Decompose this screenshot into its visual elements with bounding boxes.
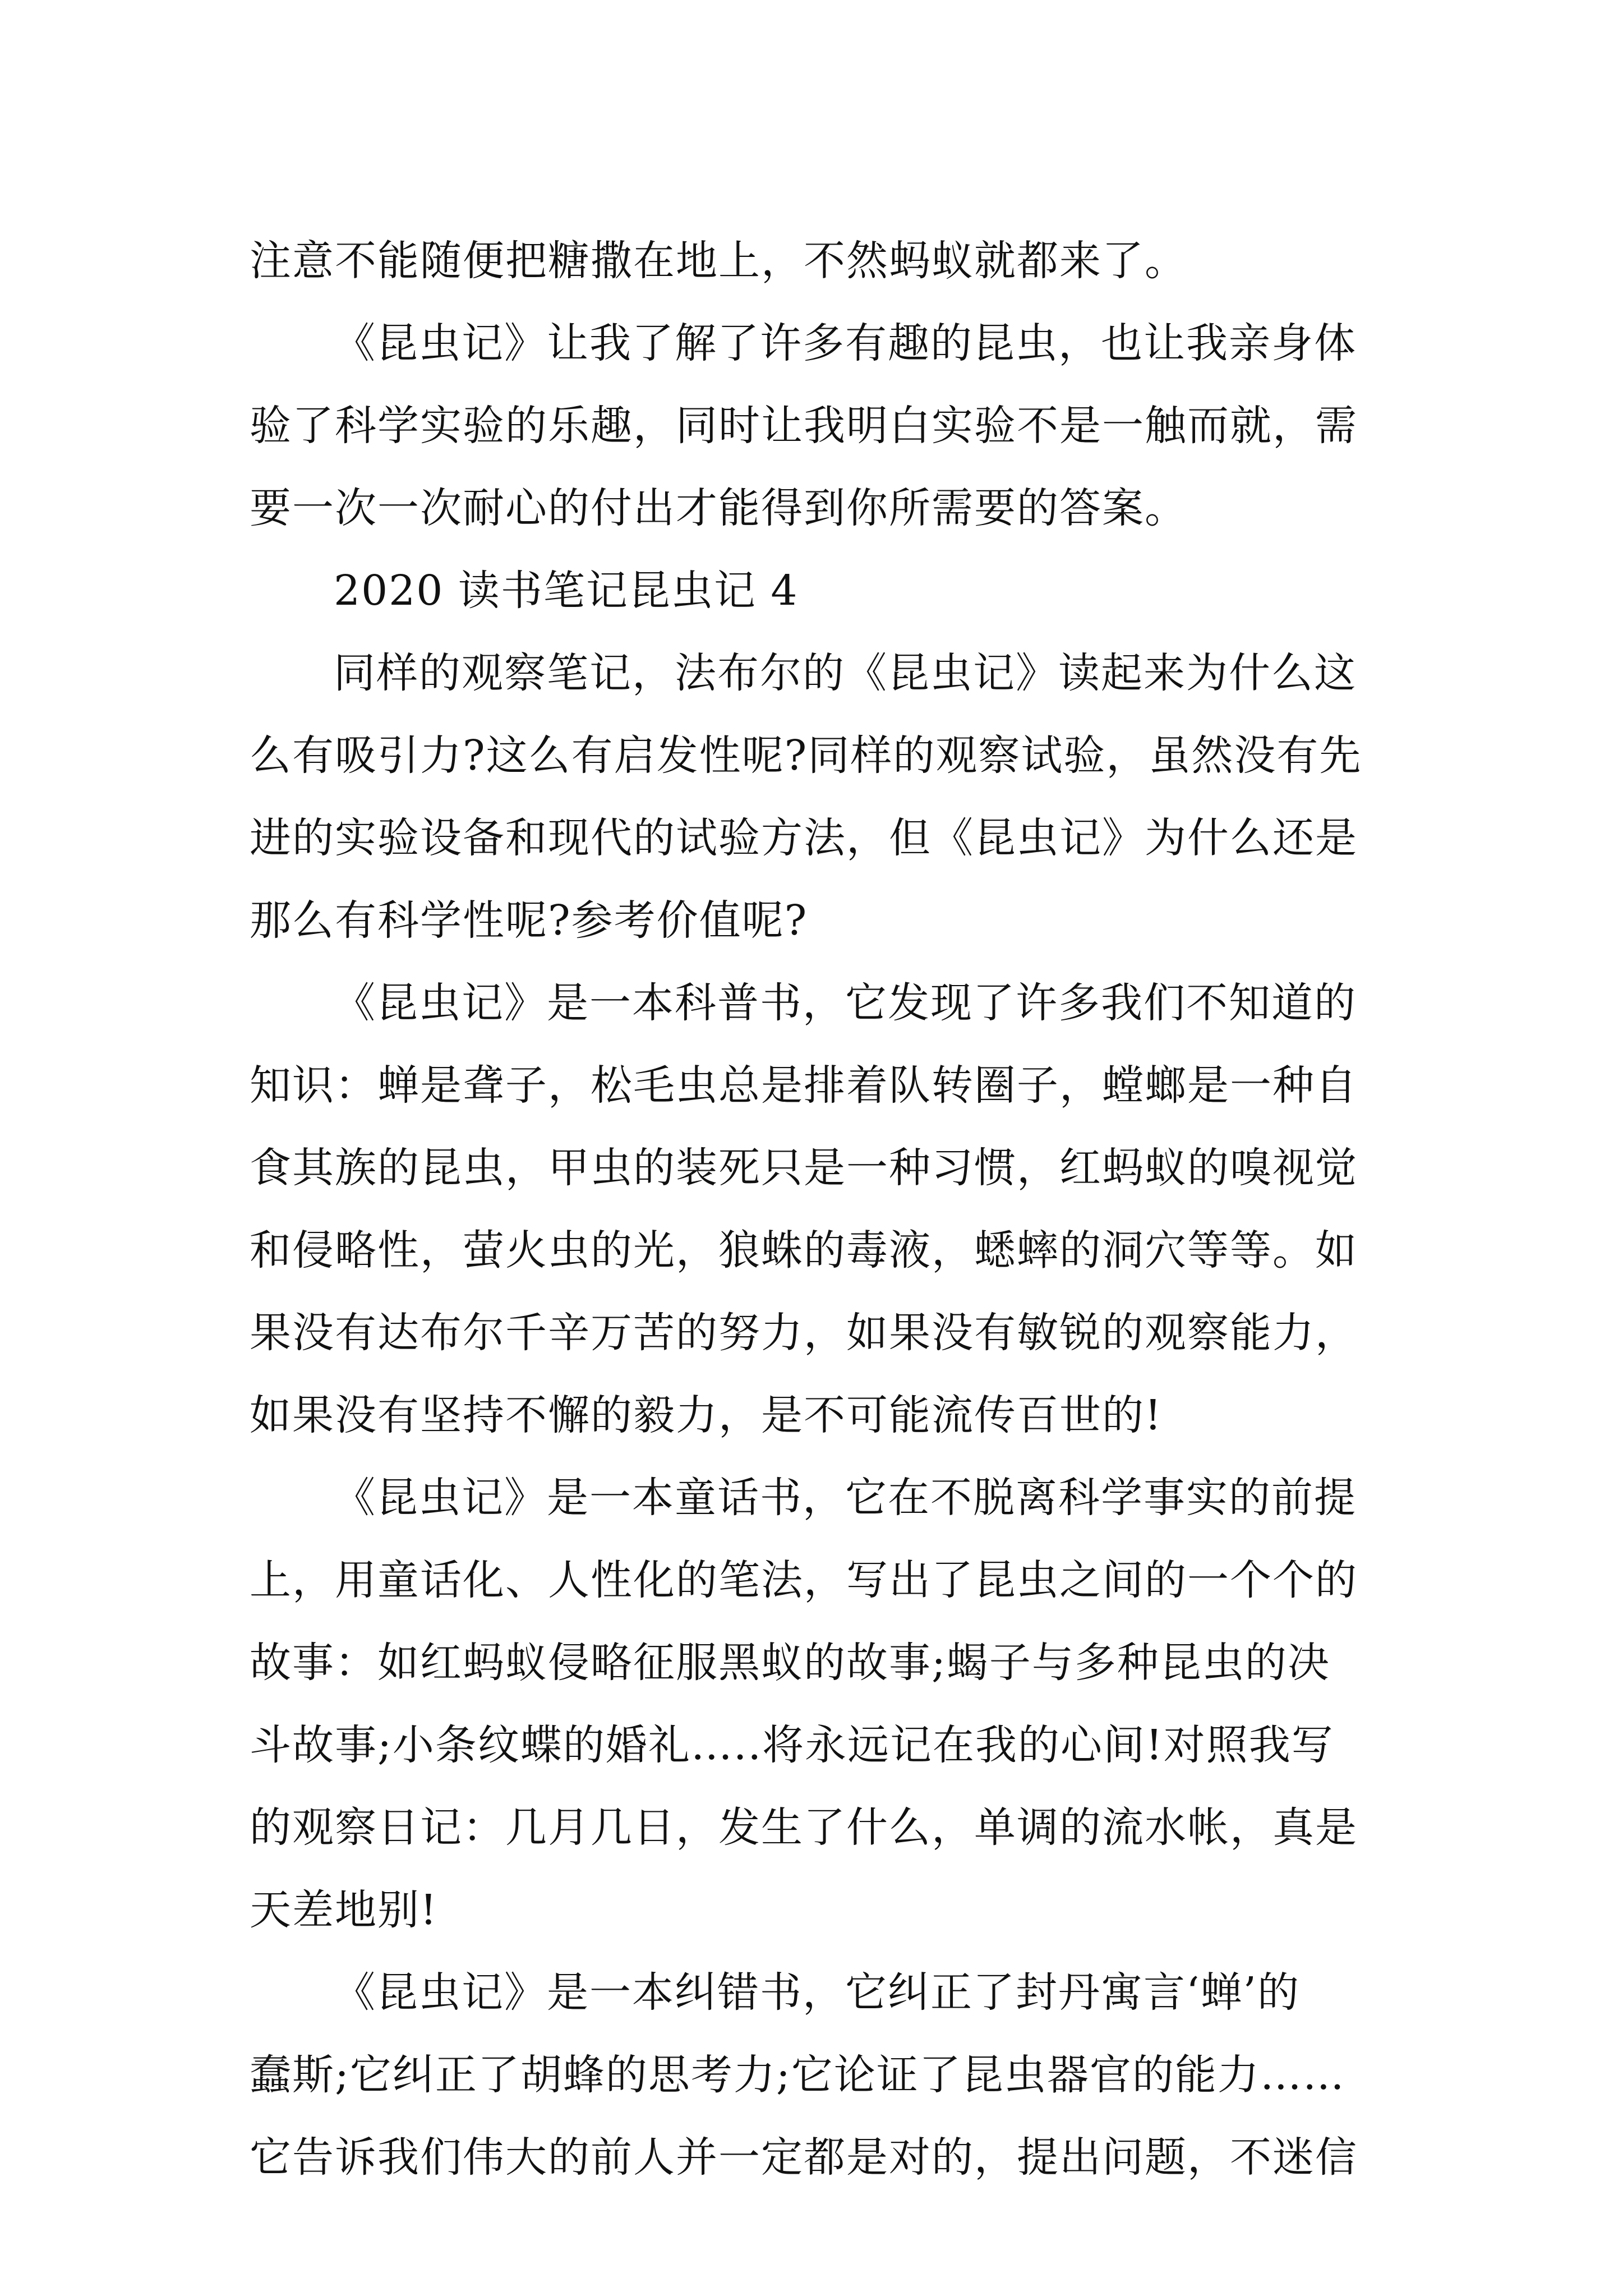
- text-line: 故事：如红蚂蚁侵略征服黑蚁的故事;蝎子与多种昆虫的决: [250, 1639, 1330, 1687]
- text-line: 进的实验设备和现代的试验方法，但《昆虫记》为什么还是: [250, 814, 1358, 862]
- text-line: 知识：蝉是聋子，松毛虫总是排着队转圈子，螳螂是一种自: [250, 1061, 1358, 1110]
- text-line: 么有吸引力?这么有启发性呢?同样的观察试验，虽然没有先: [250, 731, 1362, 780]
- section-heading: 2020 读书笔记昆虫记 4: [334, 567, 799, 615]
- text-line: 天差地别!: [250, 1886, 438, 1934]
- text-line: 食其族的昆虫，甲虫的装死只是一种习惯，红蚂蚁的嗅视觉: [250, 1144, 1358, 1192]
- text-line: 《昆虫记》是一本童话书，它在不脱离科学事实的前提: [334, 1474, 1357, 1522]
- text-line: 的观察日记：几月几日，发生了什么，单调的流水帐，真是: [250, 1803, 1358, 1852]
- text-line: 注意不能随便把糖撒在地上，不然蚂蚁就都来了。: [250, 237, 1187, 285]
- text-line: 《昆虫记》是一本科普书，它发现了许多我们不知道的: [334, 979, 1357, 1027]
- text-line: 上，用童话化、人性化的笔法，写出了昆虫之间的一个个的: [250, 1556, 1358, 1604]
- text-line: 斗故事;小条纹蝶的婚礼…..将永远记在我的心间!对照我写: [250, 1721, 1334, 1769]
- text-line: 《昆虫记》让我了解了许多有趣的昆虫，也让我亲身体: [334, 319, 1357, 367]
- text-line: 和侵略性，萤火虫的光，狼蛛的毒液，蟋蟀的洞穴等等。如: [250, 1226, 1358, 1274]
- text-line: 验了科学实验的乐趣，同时让我明白实验不是一触而就，需: [250, 402, 1358, 450]
- document-body: [250, 220, 1388, 2199]
- text-line: 它告诉我们伟大的前人并一定都是对的，提出问题，不迷信: [250, 2133, 1358, 2182]
- text-line: 同样的观察笔记，法布尔的《昆虫记》读起来为什么这: [334, 649, 1357, 697]
- text-line: 如果没有坚持不懈的毅力，是不可能流传百世的!: [250, 1391, 1163, 1439]
- text-line: 《昆虫记》是一本纠错书，它纠正了封丹寓言‘蝉’的: [334, 1968, 1301, 2017]
- text-line: 蠢斯;它纠正了胡蜂的思考力;它论证了昆虫器官的能力……: [250, 2051, 1345, 2099]
- text-line: 果没有达布尔千辛万苦的努力，如果没有敏锐的观察能力，: [250, 1309, 1358, 1357]
- text-line: 那么有科学性呢?参考价值呢?: [250, 896, 808, 945]
- text-line: 要一次一次耐心的付出才能得到你所需要的答案。: [250, 484, 1187, 532]
